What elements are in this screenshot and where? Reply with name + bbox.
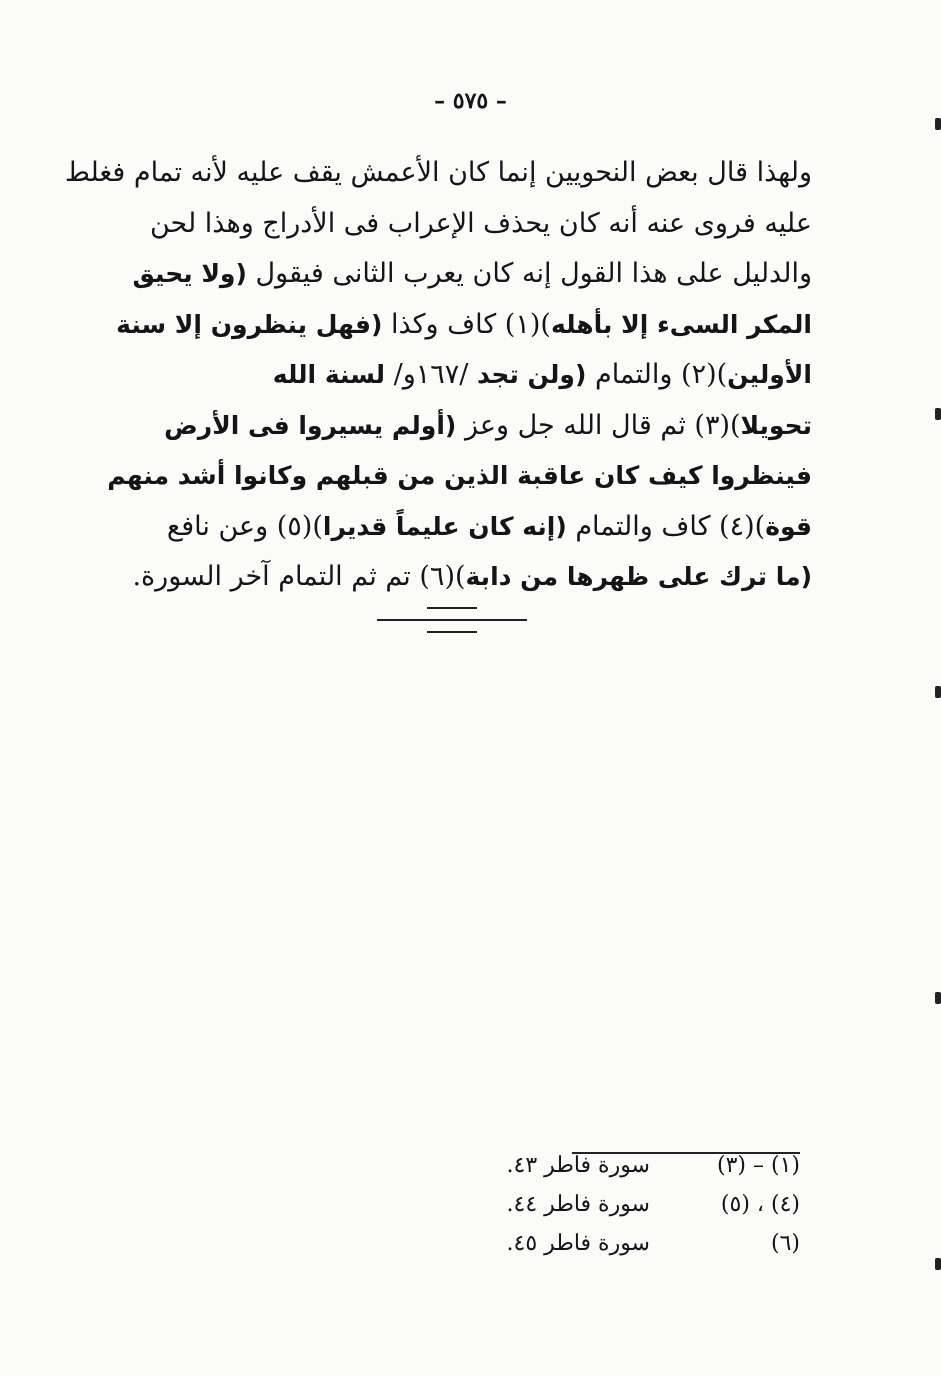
text-segment: )(٢) والتمام <box>594 359 728 390</box>
binding-mark <box>935 1258 941 1270</box>
text-segment: )(٦) تم ثم التمام آخر السورة. <box>132 561 466 592</box>
footnote-row <box>460 1224 800 1263</box>
text-segment: ولهذا قال بعض النحويين إنما كان الأعمش يقف عليه لأنه تمام فغلط <box>64 157 812 188</box>
footnote-row <box>460 1185 800 1224</box>
quran-quote: المكر السىء إلا بأهله <box>550 309 812 339</box>
binding-mark <box>935 686 941 698</box>
text-line-2 <box>100 199 812 250</box>
quran-quote: (ولا يحيق <box>132 259 247 288</box>
section-divider-bottom <box>427 631 477 633</box>
quran-quote: تحويلا <box>740 410 812 440</box>
text-segment: )(٥) وعن نافع <box>166 510 323 542</box>
binding-mark <box>935 118 941 130</box>
folio-marker: /١٦٧و/ <box>393 359 469 390</box>
text-line-4 <box>100 300 812 351</box>
binding-mark <box>935 408 941 420</box>
footnote-source: سورة فاطر ٤٤. <box>506 1192 650 1217</box>
main-text <box>64 148 812 603</box>
text-line-3 <box>100 249 812 300</box>
quran-quote: (ما ترك على ظهرها من دابة <box>465 562 812 591</box>
text-line-6 <box>100 401 812 452</box>
quran-quote: (ولن تجد <box>476 360 587 389</box>
text-line-1 <box>64 148 812 199</box>
text-segment: والدليل على هذا القول إنه كان يعرب الثانى فيقول <box>255 258 812 289</box>
text-line-5 <box>100 350 812 401</box>
section-divider-top <box>427 607 477 609</box>
quran-quote: (أولم يسيروا فى الأرض <box>164 410 457 440</box>
quran-quote: قوة <box>765 511 812 541</box>
quran-quote: (إنه كان عليماً قديرا <box>322 511 567 541</box>
footnote-ref: (٦) <box>770 1231 800 1256</box>
text-line-9 <box>100 552 812 603</box>
footnote-ref: (٤) ، (٥) <box>720 1192 800 1217</box>
quran-quote: فينظروا كيف كان عاقبة الذين من قبلهم وكانوا أشد منهم <box>107 461 812 490</box>
text-segment: )(١) كاف وكذا <box>391 308 551 340</box>
text-segment: )(٤) كاف والتمام <box>575 510 766 542</box>
page-number: – ٥٧٥ – <box>434 88 507 114</box>
quran-quote: الأولين <box>727 360 812 389</box>
section-divider-middle <box>377 619 527 621</box>
footnote-ref: (١) – (٣) <box>717 1153 800 1178</box>
footnote-row <box>460 1146 800 1185</box>
footnotes <box>460 1146 800 1263</box>
footnote-source: سورة فاطر ٤٣. <box>506 1153 650 1178</box>
text-line-7 <box>100 451 812 502</box>
footnote-source: سورة فاطر ٤٥. <box>506 1231 650 1256</box>
quran-quote: (فهل ينظرون إلا سنة <box>116 309 383 339</box>
text-segment: )(٣) ثم قال الله جل وعز <box>464 409 741 441</box>
quran-quote: لسنة الله <box>272 360 386 389</box>
binding-mark <box>935 992 941 1004</box>
text-segment: عليه فروى عنه أنه كان يحذف الإعراب فى الأدراج وهذا لحن <box>149 207 812 239</box>
text-line-8 <box>100 502 812 553</box>
